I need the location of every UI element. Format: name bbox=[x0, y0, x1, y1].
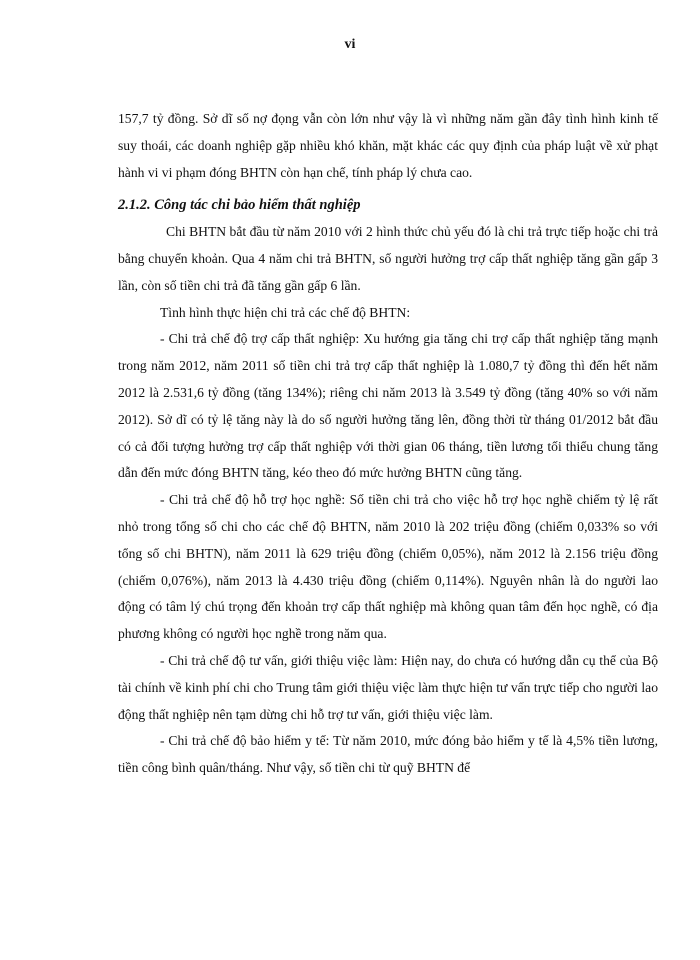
paragraph-payment-intro: Chi BHTN bắt đầu từ năm 2010 với 2 hình thức chủ yếu đó là chi trả trực tiếp hoặc chi trả bằng chuyển khoản. Qua 4 năm chi trả BHTN, số người hưởng trợ cấp thất nghiệp tăng gần gấp 3 lần, còn số tiền chi trả đã tăng gần gấp 6 lần. bbox=[118, 224, 658, 293]
paragraph-job-counseling: - Chi trả chế độ tư vấn, giới thiệu việc làm: Hiện nay, do chưa có hướng dẫn cụ thể của Bộ tài chính về kinh phí chi cho Trung tâm giới thiệu việc làm thực hiện tư vấn trực tiếp cho người lao động thất nghiệp nên tạm dừng chi hỗ trợ tư vấn, giới thiệu việc làm. bbox=[118, 652, 658, 722]
paragraph-health-insurance: - Chi trả chế độ bảo hiểm y tế: Từ năm 2010, mức đóng bảo hiểm y tế là 4,5% tiền lương, tiền công bình quân/tháng. Như vậy, số tiền chi từ quỹ BHTN để bbox=[118, 733, 658, 776]
paragraph-payment-status: Tình hình thực hiện chi trả các chế độ BHTN: bbox=[160, 304, 411, 320]
paragraph-unemployment-allowance: - Chi trả chế độ trợ cấp thất nghiệp: Xu hướng gia tăng chi trợ cấp thất nghiệp tăng mạnh trong năm 2012, năm 2011 số tiền chi trả trợ cấp thất nghiệp là 1.080,7 tỷ đồng thì đến hết năm 2012 là 2.531,6 tỷ đồng (tăng 134%); riêng chi năm 2013 là 3.549 tỷ đồng (tăng 40% so với năm 2012). Sở dĩ có tỷ lệ tăng này là do số người hưởng tăng lên, đồng thời từ tháng 01/2012 bắt đầu có cả đối tượng hưởng trợ cấp thất nghiệp với thời gian 06 tháng, tiền lương tối thiểu chung tăng dẫn đến mức đóng BHTN tăng, kéo theo đó mức hưởng BHTN cũng tăng. bbox=[118, 331, 658, 481]
paragraph-debt-continuation: 157,7 tỷ đồng. Sở dĩ số nợ đọng vẫn còn lớn như vậy là vì những năm gần đây tình hình kinh tế suy thoái, các doanh nghiệp gặp nhiều khó khăn, mặt khác các quy định của pháp luật về xử phạt hành vi vi phạm đóng BHTN còn hạn chế, tính pháp lý chưa cao. bbox=[118, 111, 658, 180]
page-body bbox=[118, 106, 658, 782]
section-heading: 2.1.2. Công tác chi bảo hiểm thất nghiệp bbox=[118, 197, 361, 214]
page-number: vi bbox=[344, 37, 356, 52]
paragraph-vocational-support: - Chi trả chế độ hỗ trợ học nghề: Số tiền chi trả cho việc hỗ trợ học nghề chiếm tỷ lệ rất nhỏ trong tổng số chi cho các chế độ BHTN, năm 2010 là 202 triệu đồng (chiếm 0,033% so với tổng số chi BHTN), năm 2011 là 629 triệu đồng (chiếm 0,05%), năm 2012 là 2.156 triệu đồng (chiếm 0,076%), năm 2013 là 4.430 triệu đồng (chiếm 0,114%). Nguyên nhân là do người lao động có tâm lý chú trọng đến khoản trợ cấp thất nghiệp mà không quan tâm đến học nghề, có địa phương không có người học nghề trong năm qua. bbox=[118, 492, 658, 642]
